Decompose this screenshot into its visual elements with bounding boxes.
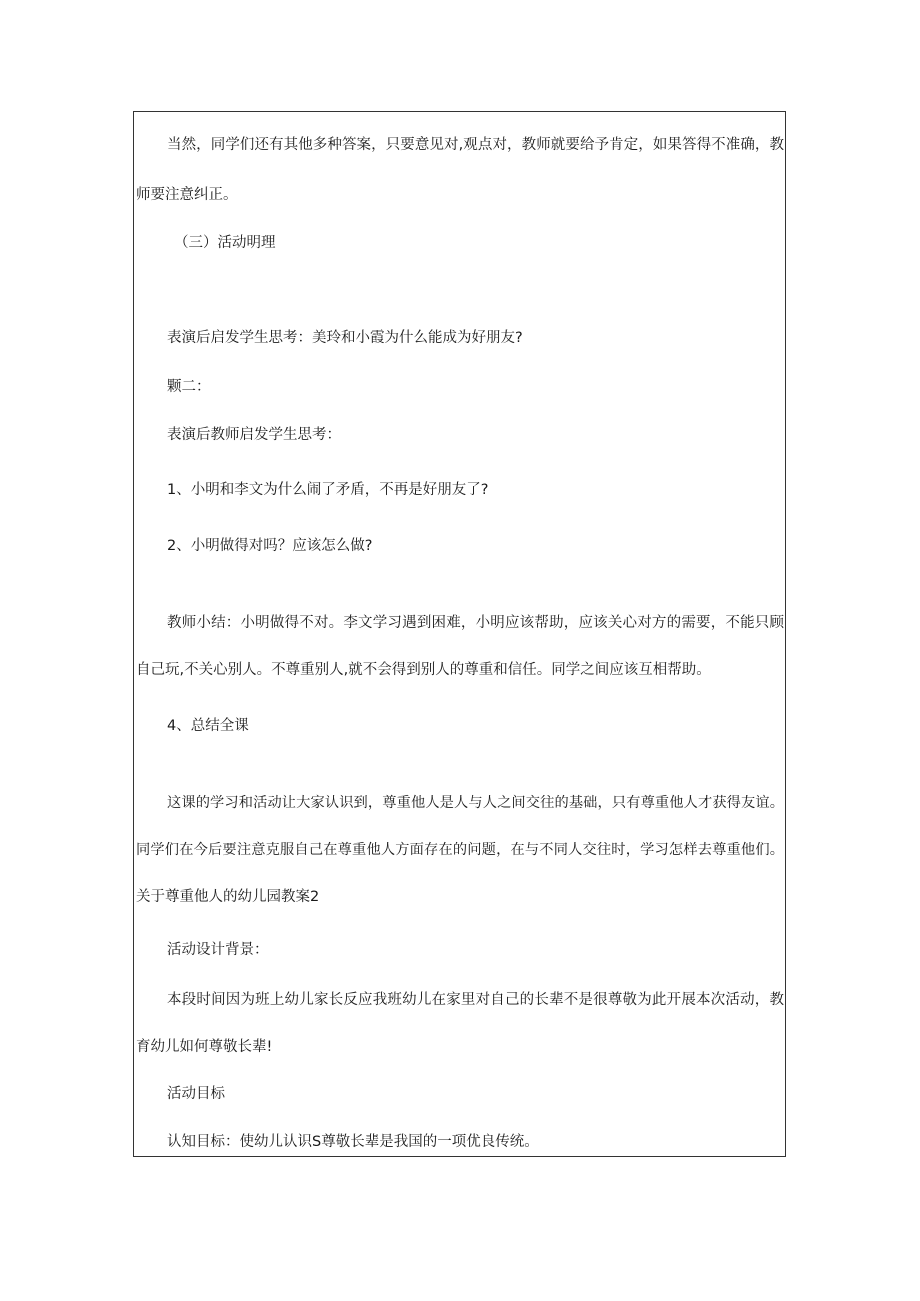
paragraph-line: 同学们在今后要注意克服自己在尊重他人方面存在的问题，在与不同人交往时，学习怎样去尊重他们。	[136, 842, 784, 858]
paragraph-line: 教师小结：小明做得不对。李文学习遇到困难，小明应该帮助，应该关心对方的需要，不能只顾	[167, 615, 784, 631]
document-title: 关于尊重他人的幼儿园教案2	[136, 889, 320, 905]
section-heading: 4、总结全课	[167, 718, 249, 734]
list-item: 1、小明和李文为什么闹了矛盾，不再是好朋友了?	[167, 482, 489, 498]
paragraph-line: 颗二：	[167, 379, 211, 395]
paragraph-line: 自己玩,不关心别人。不尊重别人,就不会得到别人的尊重和信任。同学之间应该互相帮助。	[136, 662, 711, 678]
paragraph-line: 师要注意纠正。	[136, 187, 238, 203]
paragraph-line: 这课的学习和活动让大家认识到，尊重他人是人与人之间交往的基础，只有尊重他人才获得友谊。	[167, 795, 784, 811]
section-heading: 活动设计背景：	[167, 942, 269, 958]
paragraph-line: 表演后启发学生思考：美玲和小霞为什么能成为好朋友?	[167, 330, 523, 346]
paragraph-line: 认知目标：使幼儿认识S尊敬长辈是我国的一项优良传统。	[167, 1134, 539, 1150]
section-heading: 活动目标	[167, 1086, 225, 1102]
list-item: 2、小明做得对吗？应该怎么做?	[167, 538, 373, 554]
paragraph-line: 本段时间因为班上幼儿家长反应我班幼儿在家里对自己的长辈不是很尊敬为此开展本次活动，教	[167, 992, 784, 1008]
paragraph-line: 当然，同学们还有其他多种答案，只要意见对,观点对，教师就要给予肯定，如果答得不准确，教	[167, 137, 784, 153]
section-heading: （三）活动明理	[174, 235, 276, 251]
paragraph-line: 育幼儿如何尊敬长辈!	[136, 1039, 273, 1055]
paragraph-line: 表演后教师启发学生思考：	[167, 427, 341, 443]
